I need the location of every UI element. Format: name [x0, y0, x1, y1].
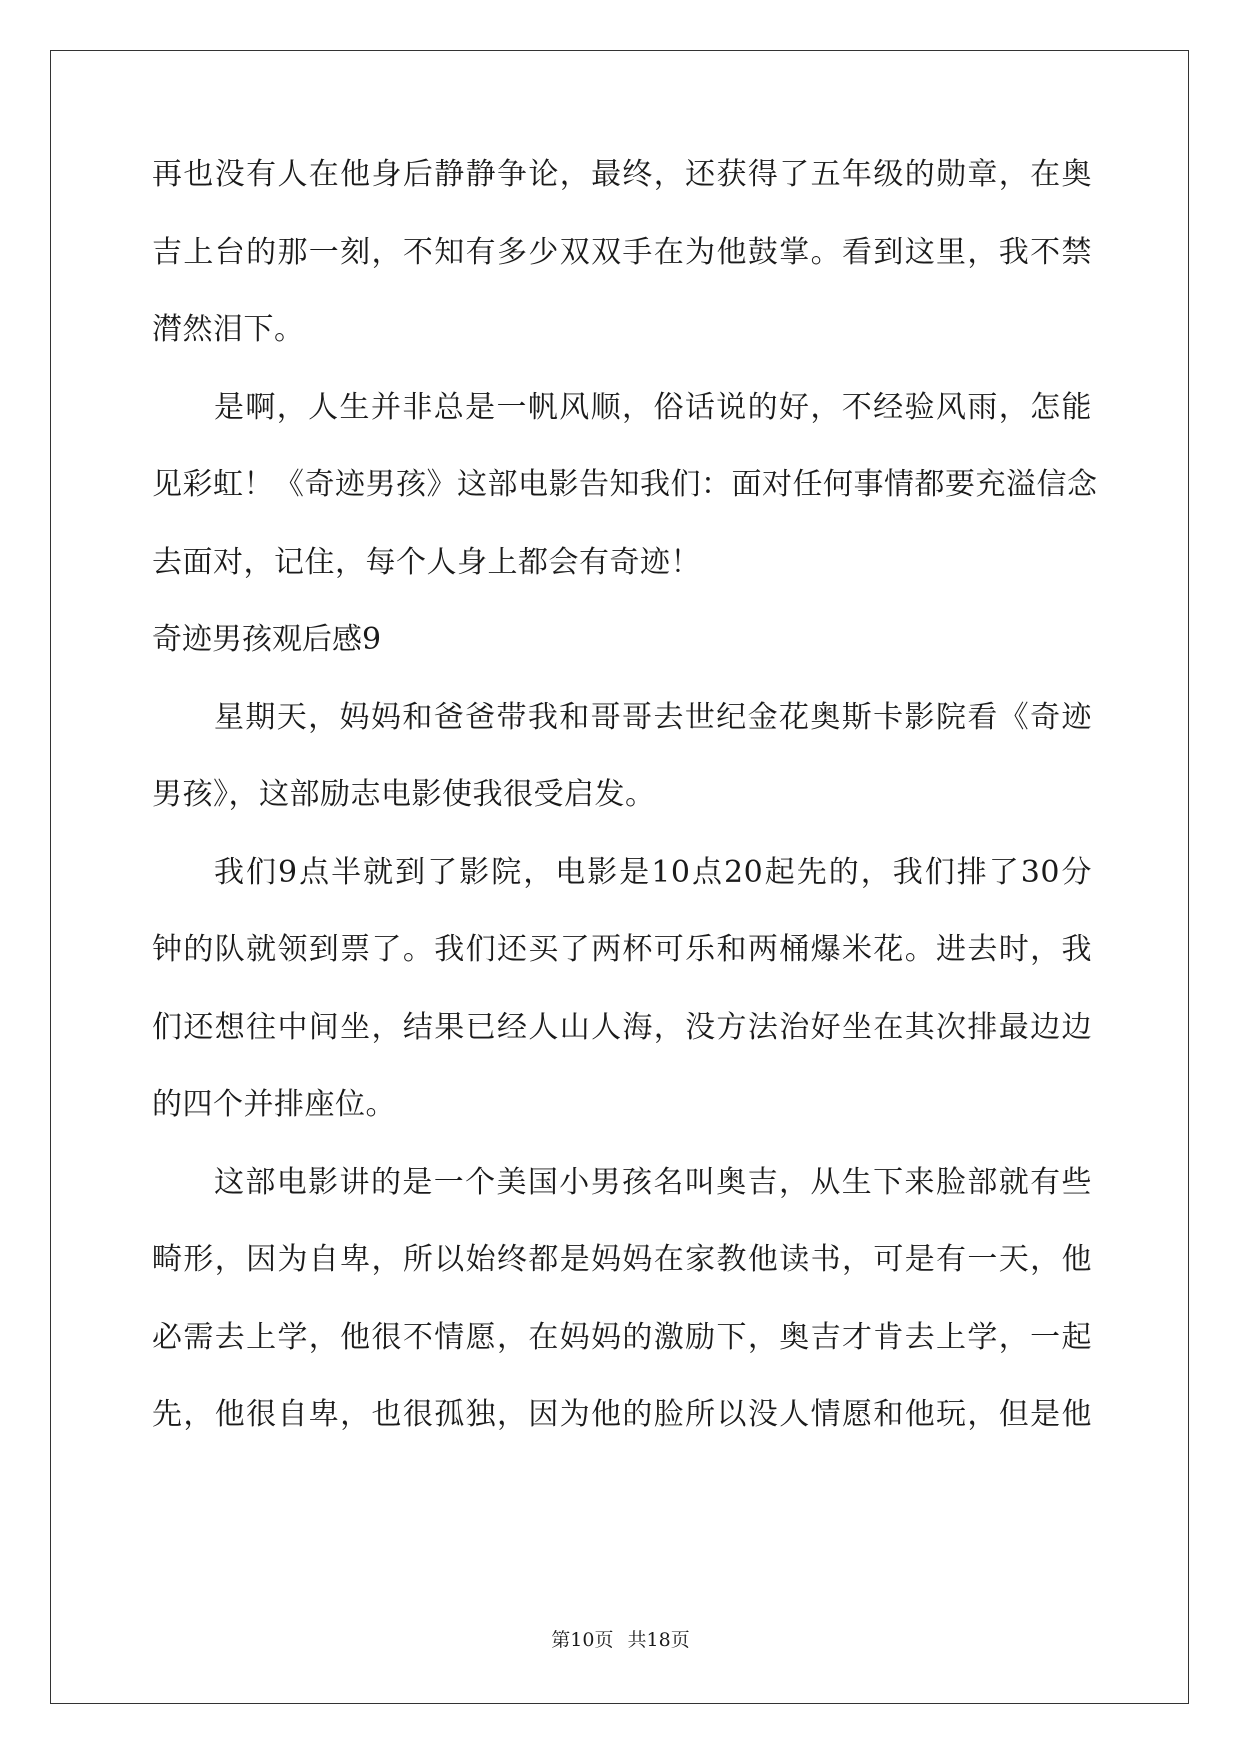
text-line: 钟的队就领到票了。我们还买了两杯可乐和两桶爆米花。进去时，我 — [152, 932, 1092, 967]
text-line: 见彩虹！《奇迹男孩》这部电影告知我们：面对任何事情都要充溢信念 — [152, 467, 1098, 502]
text-line: 去面对，记住，每个人身上都会有奇迹！ — [152, 544, 701, 580]
text-line: 畸形，因为自卑，所以始终都是妈妈在家教他读书，可是有一天，他 — [152, 1242, 1092, 1277]
page-number: 第10页 — [551, 1629, 614, 1651]
page-total: 共18页 — [627, 1629, 690, 1651]
document-body — [152, 157, 1098, 1478]
paragraph-first-line: 星期天，妈妈和爸爸带我和哥哥去世纪金花奥斯卡影院看《奇迹 — [214, 699, 1092, 735]
text-line: 先，他很自卑，也很孤独，因为他的脸所以没人情愿和他玩，但是他 — [152, 1397, 1092, 1432]
text-line: 吉上台的那一刻，不知有多少双双手在为他鼓掌。看到这里，我不禁 — [152, 234, 1092, 270]
text-line: 潸然泪下。 — [152, 312, 305, 347]
text-line: 再也没有人在他身后静静争论，最终，还获得了五年级的勋章，在奥 — [152, 157, 1092, 192]
page-footer — [0, 1625, 1241, 1652]
paragraph-first-line: 我们9点半就到了影院，电影是10点20起先的，我们排了30分 — [214, 854, 1092, 890]
text-line: 男孩》，这部励志电影使我很受启发。 — [152, 777, 656, 812]
paragraph-first-line: 是啊，人生并非总是一帆风顺，俗话说的好，不经验风雨，怎能 — [214, 389, 1092, 425]
text-line: 们还想往中间坐，结果已经人山人海，没方法治好坐在其次排最边边 — [152, 1009, 1092, 1045]
paragraph-first-line: 这部电影讲的是一个美国小男孩名叫奥吉，从生下来脸部就有些 — [214, 1164, 1092, 1200]
text-line: 必需去上学，他很不情愿，在妈妈的激励下，奥吉才肯去上学，一起 — [152, 1319, 1092, 1355]
text-line: 的四个并排座位。 — [152, 1087, 396, 1122]
section-heading: 奇迹男孩观后感9 — [152, 622, 382, 657]
